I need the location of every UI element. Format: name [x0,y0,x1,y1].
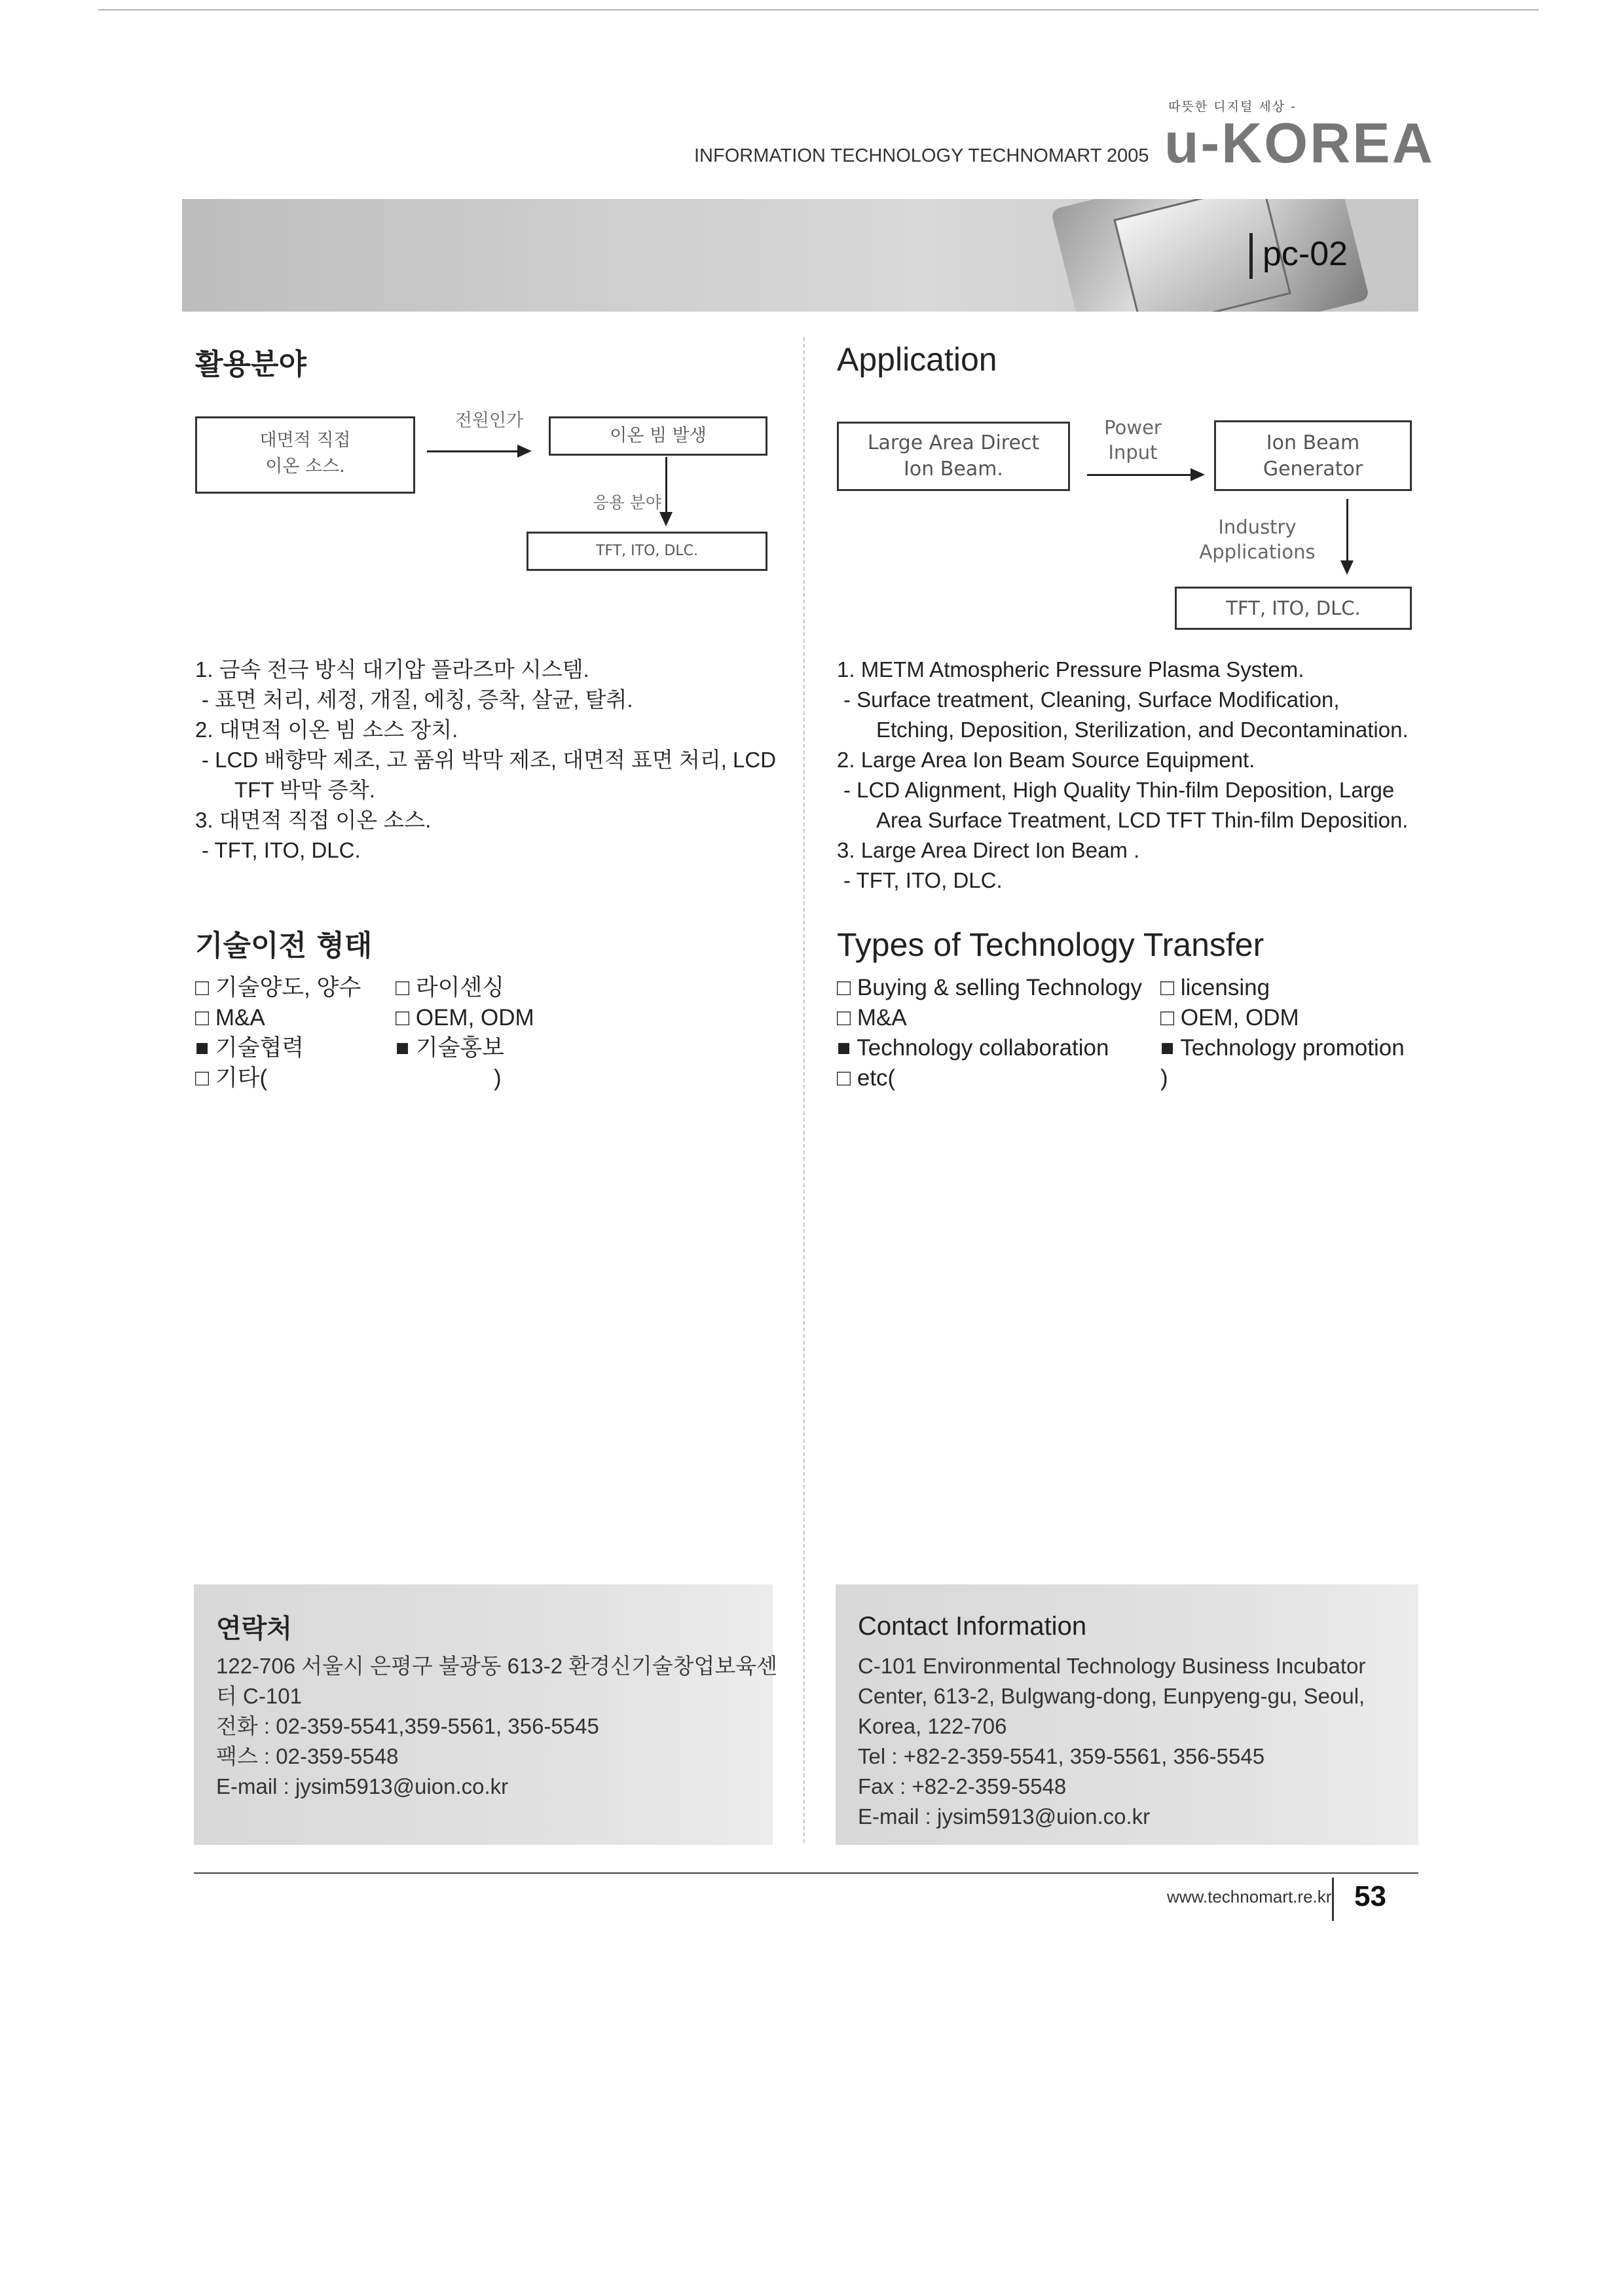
en-industry-line1: Industry [1218,516,1297,538]
en-transfer-grid [837,973,1426,1093]
ko-oem-option: □ OEM, ODM [396,1005,534,1030]
ko-item-list [195,655,776,866]
en-contact-line: Center, 613-2, Bulgwang-dong, Eunpyeng-gu, Seoul, [858,1684,1365,1708]
ko-result-box [526,532,767,571]
en-source-box [837,422,1070,491]
en-power-label [1080,415,1185,465]
en-source-line2: Ion Beam. [904,458,1003,481]
ko-source-box [195,416,415,494]
ko-arrow-line [427,450,519,452]
ko-result-label: TFT, ITO, DLC. [596,543,698,559]
en-collab-option: ■ Technology collaboration [837,1035,1109,1061]
ko-generator-box [549,416,767,456]
en-generator-line1: Ion Beam [1266,431,1360,454]
ko-contact-line: 터 C-101 [216,1684,302,1708]
en-power-line2: Input [1108,441,1158,464]
ko-transfer-grid [195,973,771,1093]
en-item: Area Surface Treatment, LCD TFT Thin-film Deposition. [876,808,1409,832]
banner [182,199,1418,312]
ko-etc-close: ) [494,1065,502,1091]
en-item: 3. Large Area Direct Ion Beam . [837,838,1140,862]
ko-contact-line: 팩스 : 02-359-5548 [216,1744,399,1768]
ko-item: 1. 금속 전극 방식 대기압 플라즈마 시스템. [195,657,589,682]
en-arrow-line [1087,474,1192,476]
en-etc-option: □ etc( [837,1065,896,1091]
ko-item: - TFT, ITO, DLC. [202,838,361,862]
ko-etc-option: □ 기타( [195,1065,268,1091]
en-oem-option: □ OEM, ODM [1160,1005,1299,1030]
en-down-line [1346,499,1348,562]
banner-code-bar [1249,233,1253,279]
en-transfer-title: Types of Technology Transfer [837,926,1264,963]
ko-item: 2. 대면적 이온 빔 소스 장치. [195,718,458,742]
ko-contact-line: 122-706 서울시 은평구 불광동 613-2 환경신기술창업보육센 [216,1654,778,1678]
ko-source-line2: 이온 소스. [265,456,345,477]
footer-rule [194,1872,1418,1874]
ko-promo-option: ■ 기술홍보 [396,1035,505,1061]
ko-down-line [665,457,667,512]
en-contact-line: Fax : +82-2-359-5548 [858,1774,1067,1798]
en-item: - TFT, ITO, DLC. [843,868,1003,892]
en-contact-line: Korea, 122-706 [858,1714,1007,1738]
en-arrow-right-icon [1190,468,1205,481]
ko-licensing-option: □ 라이센싱 [396,975,505,1000]
en-licensing-option: □ licensing [1160,975,1270,1000]
en-contact-box [836,1584,1418,1845]
en-result-label: TFT, ITO, DLC. [1226,597,1361,619]
en-generator-box [1214,420,1412,491]
en-item-list [837,655,1409,896]
en-mna-option: □ M&A [837,1005,907,1030]
column-divider [803,337,805,1843]
en-application-title: Application [837,341,997,378]
ko-contact-line: 전화 : 02-359-5541,359-5561, 356-5545 [216,1714,599,1738]
en-buy-sell-option: □ Buying & selling Technology [837,975,1143,1000]
header-title: INFORMATION TECHNOLOGY TECHNOMART 2005 [694,145,1149,166]
en-etc-close: ) [1160,1065,1168,1091]
en-industry-line2: Applications [1199,541,1316,563]
en-item: 2. Large Area Ion Beam Source Equipment. [837,748,1255,772]
en-item: 1. METM Atmospheric Pressure Plasma System. [837,657,1304,682]
top-rule [98,9,1539,10]
ko-buy-sell-option: □ 기술양도, 양수 [195,975,361,1000]
en-item: Etching, Deposition, Sterilization, and Decontamination. [876,718,1409,742]
header-tagline: 따뜻한 디지털 세상 - [1168,100,1297,114]
ko-item: - LCD 배향막 제조, 고 품위 박막 제조, 대면적 표면 처리, LCD [202,748,777,772]
en-promo-option: ■ Technology promotion [1160,1035,1405,1061]
ko-transfer-title: 기술이전 형태 [195,929,373,962]
ko-industry-label: 응용 분야 [593,493,661,512]
ko-generator-label: 이온 빔 발생 [610,426,707,446]
en-generator-line2: Generator [1263,458,1363,481]
footer-url: www.technomart.re.kr [1167,1887,1332,1906]
en-item: - Surface treatment, Cleaning, Surface Modification, [843,687,1340,712]
ko-application-title: 활용분야 [195,348,307,381]
ko-contact-box [194,1584,778,1845]
en-item: - LCD Alignment, High Quality Thin-film Deposition, Large [843,778,1395,802]
brand-logo: u-KOREA [1164,112,1435,175]
page-number: 53 [1354,1880,1386,1912]
en-industry-label [1179,515,1336,564]
ko-power-label: 전원인가 [454,410,524,431]
ko-item: - 표면 처리, 세정, 개질, 에칭, 증착, 살균, 탈취. [202,687,633,712]
ko-contact-line: E-mail : jysim5913@uion.co.kr [216,1774,509,1798]
en-arrow-down-icon [1340,560,1354,575]
ko-contact-title: 연락처 [216,1614,292,1644]
en-power-line1: Power [1104,416,1162,439]
footer-separator [1332,1878,1334,1921]
ko-arrow-down-icon [659,512,673,526]
en-contact-line: C-101 Environmental Technology Business Incubator [858,1654,1366,1678]
en-contact-title: Contact Information [858,1612,1087,1641]
ko-mna-option: □ M&A [195,1005,265,1030]
ko-collab-option: ■ 기술협력 [195,1035,304,1061]
en-result-box [1175,587,1412,630]
en-source-line1: Large Area Direct [867,431,1040,454]
ko-item: TFT 박막 증착. [234,778,375,802]
banner-code: pc-02 [1263,235,1348,273]
en-contact-line: Tel : +82-2-359-5541, 359-5561, 356-5545 [858,1744,1265,1768]
ko-item: 3. 대면적 직접 이온 소스. [195,808,432,832]
en-contact-line: E-mail : jysim5913@uion.co.kr [858,1804,1151,1829]
ko-source-line1: 대면적 직접 [259,430,351,450]
ko-arrow-right-icon [517,445,532,458]
